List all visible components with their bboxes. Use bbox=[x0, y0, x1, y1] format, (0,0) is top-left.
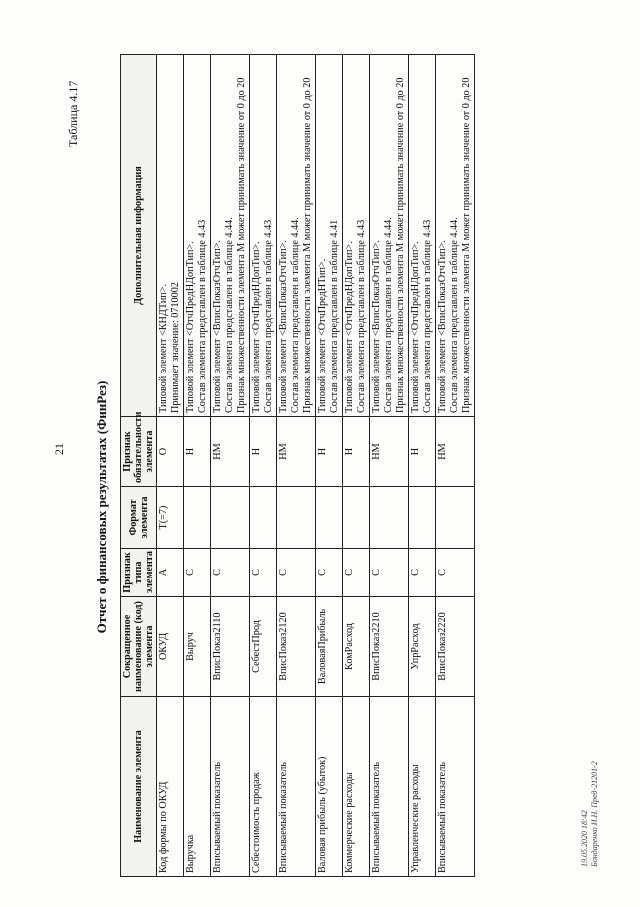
cell-format bbox=[184, 487, 211, 549]
cell-name: Себестоимость продаж bbox=[250, 697, 277, 877]
cell-format bbox=[250, 487, 277, 549]
info-line: Признак множественности элемента М может принимать значение от 0 до 20 bbox=[302, 77, 313, 413]
cell-code: КомРасход bbox=[343, 597, 370, 697]
cell-format: Т(=7) bbox=[157, 487, 184, 549]
cell-required: НМ bbox=[436, 417, 475, 487]
info-line: Типовой элемент <ОтчПредНТип>. bbox=[317, 258, 328, 413]
cell-code: УпрРасход bbox=[409, 597, 436, 697]
cell-info bbox=[343, 55, 370, 417]
header-info: Дополнительная информация bbox=[121, 55, 157, 417]
info-line: Признак множественности элемента М может принимать значение от 0 до 20 bbox=[395, 77, 406, 413]
cell-type: С bbox=[316, 549, 343, 597]
cell-name: Вписываемый показатель bbox=[370, 697, 409, 877]
header-format: Формат элемента bbox=[121, 487, 157, 549]
table-row bbox=[409, 55, 436, 877]
cell-type: С bbox=[211, 549, 250, 597]
cell-name: Вписываемый показатель bbox=[436, 697, 475, 877]
info-line: Типовой элемент <ВписПоказОтчТип>. bbox=[278, 240, 289, 413]
info-line: Состав элемента представлен в таблице 4.41 bbox=[329, 219, 340, 413]
cell-name: Код формы по ОКУД bbox=[157, 697, 184, 877]
cell-info bbox=[211, 55, 250, 417]
cell-format bbox=[370, 487, 409, 549]
cell-type: С bbox=[436, 549, 475, 597]
info-line: Типовой элемент <ОтчПредНДопТип>. bbox=[344, 241, 355, 413]
info-line: Типовой элемент <ОтчПредНДопТип>. bbox=[410, 241, 421, 413]
table-row bbox=[316, 55, 343, 877]
cell-info bbox=[436, 55, 475, 417]
info-line: Типовой элемент <ВписПоказОтчТип>. bbox=[371, 240, 382, 413]
cell-type: С bbox=[370, 549, 409, 597]
cell-required: О bbox=[157, 417, 184, 487]
page-number: 21 bbox=[52, 443, 66, 455]
info-line: Типовой элемент <ВписПоказОтчТип>. bbox=[437, 240, 448, 413]
table-row bbox=[343, 55, 370, 877]
table-row bbox=[277, 55, 316, 877]
cell-required: Н bbox=[409, 417, 436, 487]
header-type: Признак типа элемента bbox=[121, 549, 157, 597]
cell-required: НМ bbox=[277, 417, 316, 487]
info-line: Признак множественности элемента М может принимать значение от 0 до 20 bbox=[461, 77, 472, 413]
info-line: Типовой элемент <ОтчПредНДопТип>. bbox=[185, 241, 196, 413]
header-required: Признак обязательности элемента bbox=[121, 417, 157, 487]
cell-name: Коммерческие расходы bbox=[343, 697, 370, 877]
cell-name: Вписываемый показатель bbox=[211, 697, 250, 877]
cell-code: ВписПоказ2210 bbox=[370, 597, 409, 697]
cell-format bbox=[316, 487, 343, 549]
cell-code: ВписПоказ2220 bbox=[436, 597, 475, 697]
table-row bbox=[157, 55, 184, 877]
info-line: Признак множественности элемента М может принимать значение от 0 до 20 bbox=[236, 77, 247, 413]
cell-format bbox=[409, 487, 436, 549]
header-code: Сокращенное наименование (код) элемента bbox=[121, 597, 157, 697]
info-line: Состав элемента представлен в таблице 4.44. bbox=[449, 217, 460, 413]
cell-info bbox=[184, 55, 211, 417]
table-body bbox=[157, 55, 475, 877]
cell-info bbox=[277, 55, 316, 417]
info-line: Состав элемента представлен в таблице 4.43 bbox=[263, 219, 274, 413]
info-line: Состав элемента представлен в таблице 4.43 bbox=[422, 219, 433, 413]
cell-format bbox=[211, 487, 250, 549]
cell-format bbox=[343, 487, 370, 549]
info-line: Состав элемента представлен в таблице 4.43 bbox=[197, 219, 208, 413]
cell-name: Выручка bbox=[184, 697, 211, 877]
cell-info bbox=[250, 55, 277, 417]
elements-table bbox=[120, 54, 475, 877]
stamp-author: Бондаренко И.Н. Пред-21201-2 bbox=[590, 761, 599, 867]
cell-info bbox=[409, 55, 436, 417]
info-line: Типовой элемент <ОтчПредНДопТип>. bbox=[251, 241, 262, 413]
table-row bbox=[250, 55, 277, 877]
cell-required: Н bbox=[316, 417, 343, 487]
table-row bbox=[370, 55, 409, 877]
cell-name: Управленческие расходы bbox=[409, 697, 436, 877]
table-row bbox=[211, 55, 250, 877]
cell-info bbox=[157, 55, 184, 417]
table-header-row bbox=[121, 55, 157, 877]
cell-code: ВписПоказ2110 bbox=[211, 597, 250, 697]
cell-code: ВписПоказ2120 bbox=[277, 597, 316, 697]
cell-code: ВаловаяПрибыль bbox=[316, 597, 343, 697]
info-line: Типовой элемент <ВписПоказОтчТип>. bbox=[212, 240, 223, 413]
cell-type: С bbox=[277, 549, 316, 597]
cell-required: Н bbox=[343, 417, 370, 487]
cell-info bbox=[370, 55, 409, 417]
table-number: Таблица 4.17 bbox=[66, 80, 80, 147]
cell-type: С bbox=[409, 549, 436, 597]
cell-format bbox=[277, 487, 316, 549]
stamp-date: 19.05.2020 18:42 bbox=[580, 810, 589, 867]
cell-type: С bbox=[250, 549, 277, 597]
info-line: Состав элемента представлен в таблице 4.44. bbox=[383, 217, 394, 413]
cell-type: С bbox=[184, 549, 211, 597]
cell-required: Н bbox=[184, 417, 211, 487]
table-caption: Отчет о финансовых результатах (ФинРез) bbox=[94, 380, 109, 634]
cell-type: А bbox=[157, 549, 184, 597]
cell-type: С bbox=[343, 549, 370, 597]
cell-code: СебестПрод bbox=[250, 597, 277, 697]
header-name: Наименование элемента bbox=[121, 697, 157, 877]
info-line: Типовой элемент <КНДТип>. bbox=[158, 283, 169, 413]
cell-name: Валовая прибыль (убыток) bbox=[316, 697, 343, 877]
cell-name: Вписываемый показатель bbox=[277, 697, 316, 877]
cell-code: Выруч bbox=[184, 597, 211, 697]
info-line: Состав элемента представлен в таблице 4.44. bbox=[290, 217, 301, 413]
cell-format bbox=[436, 487, 475, 549]
cell-info bbox=[316, 55, 343, 417]
table-row bbox=[436, 55, 475, 877]
cell-required: Н bbox=[250, 417, 277, 487]
info-line: Состав элемента представлен в таблице 4.43 bbox=[356, 219, 367, 413]
info-line: Состав элемента представлен в таблице 4.44. bbox=[224, 217, 235, 413]
table-row bbox=[184, 55, 211, 877]
cell-required: НМ bbox=[211, 417, 250, 487]
info-line: Принимает значение: 0710002 bbox=[170, 282, 181, 413]
cell-required: НМ bbox=[370, 417, 409, 487]
print-stamp bbox=[580, 761, 600, 867]
cell-code: ОКУД bbox=[157, 597, 184, 697]
